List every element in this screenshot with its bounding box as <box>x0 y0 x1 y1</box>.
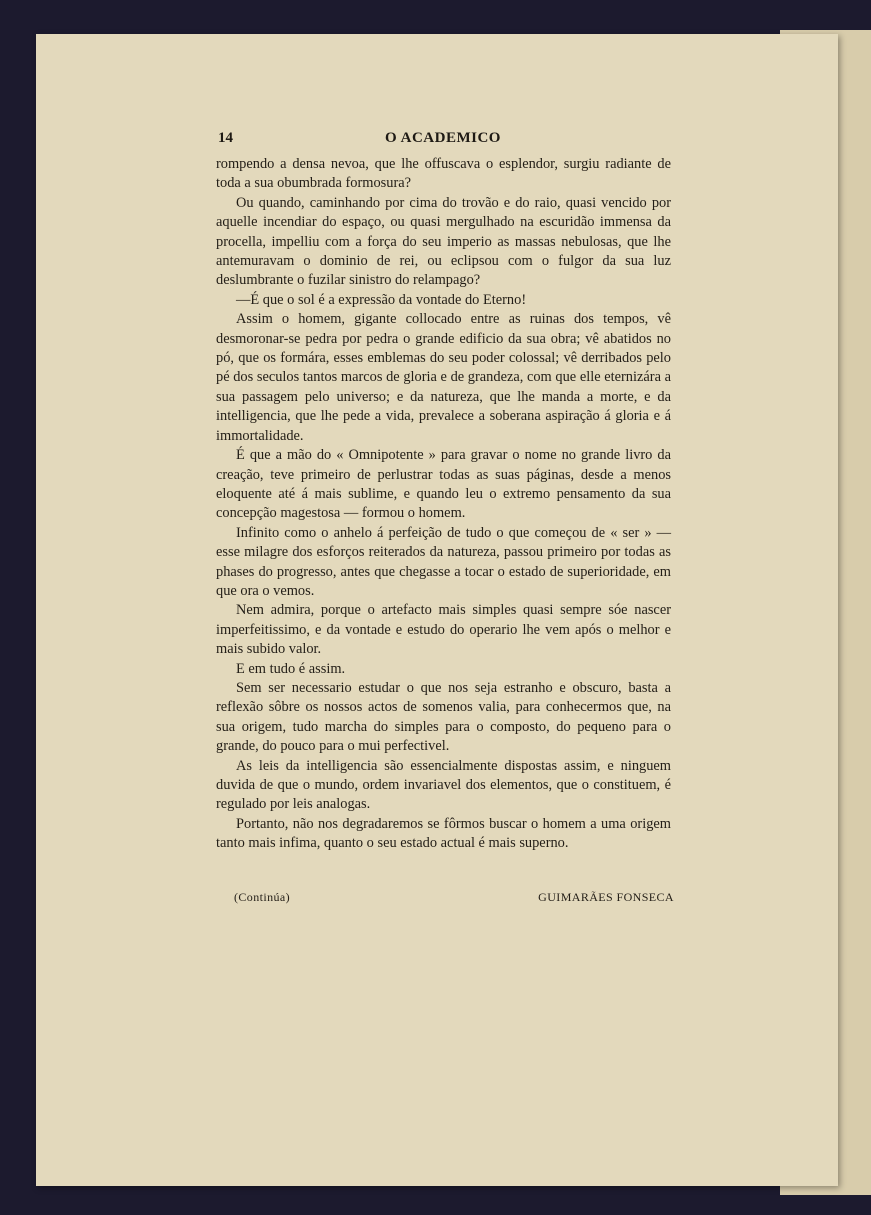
page-title: O ACADEMICO <box>385 130 501 146</box>
paragraph: As leis da intelligencia são essencialmente dispostas assim, e ninguem duvida de que o mundo, ordem invariavel dos elementos, que o constituem, é regulado por leis analogas. <box>216 757 671 813</box>
paragraph: Nem admira, porque o artefacto mais simples quasi sempre sóe nascer imperfeitissimo, e da vontade e estudo do operario lhe vem após o melhor e mais subido valor. <box>216 602 671 658</box>
paragraph: rompendo a densa nevoa, que lhe offuscava o esplendor, surgiu radiante de toda a sua obumbrada formosura? <box>216 156 671 192</box>
paragraph: Assim o homem, gigante collocado entre as ruinas dos tempos, vê desmoronar-se pedra por pedra o grande edificio da sua obra; vê abatidos no pó, que os formára, esses emblemas do seu poder colossal; vê derribados pelo pé dos seculos tantos marcos de gloria e de grandeza, com que elle eternizára a sua passagem pelo universo; e da natureza, que lhe manda a morte, e da intelligencia, que lhe pede a vida, prevalece a soberana aspiração á gloria e á immortalidade. <box>216 311 671 444</box>
continued-note: (Continúa) <box>234 890 290 904</box>
article-footer <box>234 890 674 910</box>
page-number: 14 <box>218 130 233 146</box>
paragraph: Sem ser necessario estudar o que nos seja estranho e obscuro, basta a reflexão sôbre os nossos actos de somenos valia, para conhecermos que, na sua origem, tudo marcha do simples para o composto, do pequeno para o grande, do pouco para o mui perfectivel. <box>216 679 671 755</box>
paragraph: E em tudo é assim. <box>236 660 346 677</box>
paragraph: Ou quando, caminhando por cima do trovão e do raio, quasi vencido por aquelle incendiar do espaço, ou quasi mergulhado na escuridão immensa da procella, impelliu com a força do seu imperio as massas nebulosas, que lhe antemuravam o dominio de rei, ou eclipsou com o fulgor da sua luz deslumbrante o fuzilar sinistro do relampago? <box>216 194 671 289</box>
article-body <box>216 155 671 854</box>
paragraph: Infinito como o anhelo á perfeição de tudo o que começou de « ser » — esse milagre dos esforços reiterados da natureza, passou primeiro por todas as phases do progresso, antes que chegasse a tocar o estado de superioridade, em que ora o vemos. <box>216 524 671 599</box>
page-header <box>218 130 668 152</box>
author-signature: GUIMARÃES FONSECA <box>538 890 674 904</box>
paragraph: —É que o sol é a expressão da vontade do Eterno! <box>236 291 527 308</box>
paragraph: É que a mão do « Omnipotente » para gravar o nome no grande livro da creação, teve primeiro de perlustrar todas as suas páginas, desde a menos eloquente até á mais sublime, e quando leu o extremo pensamento da sua concepção magestosa — formou o homem. <box>216 447 671 522</box>
paragraph: Portanto, não nos degradaremos se fôrmos buscar o homem a uma origem tanto mais infima, quanto o seu estado actual é mais superno. <box>216 815 671 852</box>
